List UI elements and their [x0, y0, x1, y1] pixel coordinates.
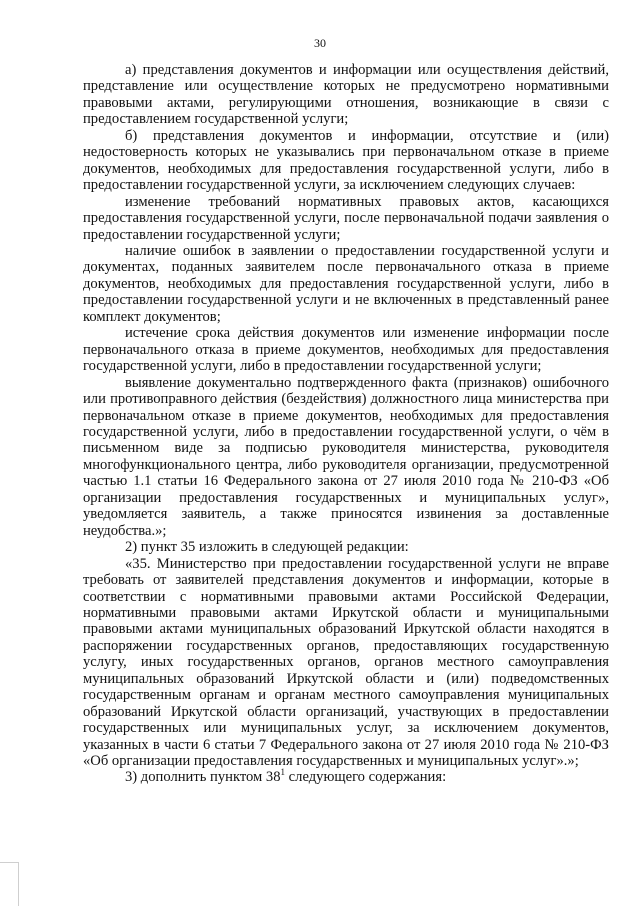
- item-3-text-end: следующего содержания:: [285, 769, 447, 786]
- scan-corner-mark: [0, 862, 19, 906]
- item-3-text: 3) дополнить пунктом 38: [125, 769, 281, 786]
- paragraph-case-1: изменение требований нормативных правовых актов, касающихся предоставления государственной услуги, после первоначальной подачи заявления о предоставлении государственной услуги;: [83, 193, 609, 243]
- paragraph-b: б) представления документов и информации, отсутствие и (или) недостоверность которых не указывались при первоначальном отказе в приеме документов, необходимых для предоставления государственной услуги, либо в предоставлении государственной услуги, за исключением следующих случаев:: [83, 127, 609, 194]
- paragraph-case-3: истечение срока действия документов или изменение информации после первоначального отказа в приеме документов, необходимых для предоставления государственной услуги, либо в предоставлении государственной услуги;: [83, 325, 609, 375]
- item-3-superscript: 1: [280, 767, 286, 778]
- document-body: [83, 62, 609, 786]
- paragraph-item-35: «35. Министерство при предоставлении государственной услуги не вправе требовать от заявителей представления документов и информации, которые в соответствии с нормативными правовыми актами Российской Федерации, нормативными правовыми актами Иркутской области и муниципальными правовыми актами муниципальных образований Иркутской области находятся в распоряжении государственных органов, предоставляющих государственную услугу, иных государственных органов, органов местного самоуправления муниципальных образований Иркутской области и (или) подведомственных государственным органам и органам местного самоуправления муниципальных образований Иркутской области организаций, участвующих в предоставлении государственных или муниципальных услуг, за исключением документов, указанных в части 6 статьи 7 Федерального закона от 27 июля 2010 года № 210-ФЗ «Об организации предоставления государственных и муниципальных услуг».»;: [83, 555, 609, 770]
- paragraph-case-2: наличие ошибок в заявлении о предоставлении государственной услуги и документах, поданных заявителем после первоначального отказа в приеме документов, необходимых для предоставления государственной услуги, либо в предоставлении государственной услуги и не включенных в представленный ранее комплект документов;: [83, 242, 609, 325]
- paragraph-a: а) представления документов и информации или осуществления действий, представление или осуществление которых не предусмотрено нормативными правовыми актами, регулирующими отношения, возникающие в связи с предоставлением государственной услуги;: [83, 62, 609, 128]
- paragraph-item-3: [83, 769, 609, 785]
- paragraph-item-2: 2) пункт 35 изложить в следующей редакции:: [125, 539, 409, 556]
- paragraph-case-4: выявление документально подтвержденного факта (признаков) ошибочного или противоправного действия (бездействия) должностного лица министерства при первоначальном отказе в приеме документов, необходимых для предоставления государственной услуги, либо в предоставлении государственной услуги, о чём в письменном виде за подписью руководителя министерства, руководителя многофункционального центра, либо руководителя организации, предусмотренной частью 1.1 статьи 16 Федерального закона от 27 июля 2010 года № 210-ФЗ «Об организации предоставления государственных и муниципальных услуг», уведомляется заявитель, а также приносятся извинения за доставленные неудобства.»;: [83, 374, 609, 539]
- page-number: 30: [314, 36, 326, 50]
